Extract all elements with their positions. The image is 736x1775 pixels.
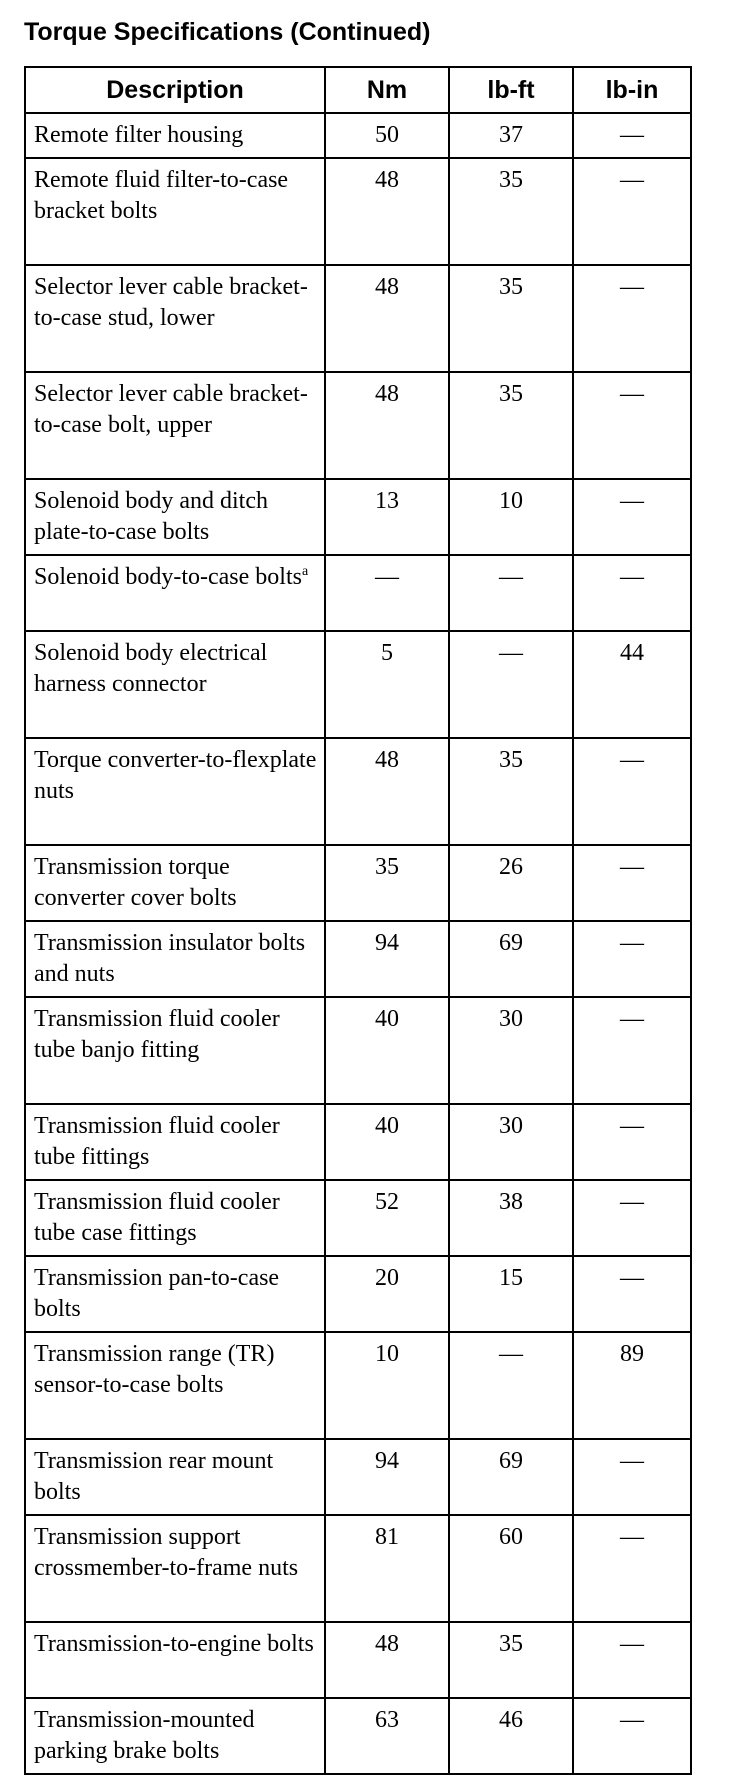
lb-in-cell: —: [573, 1698, 691, 1774]
lb-in-cell: —: [573, 738, 691, 845]
nm-cell: 81: [325, 1515, 449, 1622]
description-cell: [25, 158, 325, 265]
description-text: Transmission fluid cooler tube fittings: [34, 1113, 280, 1170]
description-cell: [25, 1104, 325, 1180]
table-row: [25, 1256, 691, 1332]
lb-in-cell: —: [573, 1256, 691, 1332]
nm-cell: 63: [325, 1698, 449, 1774]
lb-ft-cell: 26: [449, 845, 573, 921]
lb-in-cell: —: [573, 479, 691, 555]
description-cell: [25, 921, 325, 997]
lb-in-cell: —: [573, 1104, 691, 1180]
description-text: Solenoid body and ditch plate-to-case bolts: [34, 488, 268, 545]
table-row: [25, 845, 691, 921]
lb-in-cell: —: [573, 845, 691, 921]
lb-ft-cell: 30: [449, 1104, 573, 1180]
nm-cell: 5: [325, 631, 449, 738]
nm-cell: 10: [325, 1332, 449, 1439]
nm-cell: 20: [325, 1256, 449, 1332]
description-text: Transmission pan-to-case bolts: [34, 1265, 280, 1322]
lb-ft-cell: 46: [449, 1698, 573, 1774]
column-header-description: Description: [25, 67, 325, 113]
table-row: [25, 1698, 691, 1774]
nm-cell: —: [325, 555, 449, 631]
column-header-nm: Nm: [325, 67, 449, 113]
lb-in-cell: —: [573, 555, 691, 631]
nm-cell: 94: [325, 1439, 449, 1515]
table-row: [25, 1180, 691, 1256]
table-row: [25, 479, 691, 555]
description-text: Selector lever cable bracket-to-case stud, lower: [34, 274, 308, 331]
lb-in-cell: 44: [573, 631, 691, 738]
lb-in-cell: —: [573, 1622, 691, 1698]
page-title: Torque Specifications (Continued): [24, 18, 431, 46]
description-text: Transmission support crossmember-to-frame nuts: [34, 1524, 299, 1581]
table-row: [25, 631, 691, 738]
description-cell: [25, 1515, 325, 1622]
lb-in-cell: —: [573, 1439, 691, 1515]
nm-cell: 13: [325, 479, 449, 555]
lb-in-cell: —: [573, 158, 691, 265]
description-cell: [25, 113, 325, 158]
description-cell: [25, 1622, 325, 1698]
nm-cell: 48: [325, 372, 449, 479]
column-header-lb-in: lb-in: [573, 67, 691, 113]
footnote-marker: a: [301, 564, 309, 579]
lb-ft-cell: 37: [449, 113, 573, 158]
description-cell: [25, 1698, 325, 1774]
nm-cell: 48: [325, 158, 449, 265]
description-cell: [25, 631, 325, 738]
nm-cell: 48: [325, 1622, 449, 1698]
lb-in-cell: —: [573, 1180, 691, 1256]
lb-ft-cell: 10: [449, 479, 573, 555]
description-cell: [25, 997, 325, 1104]
table-row: [25, 997, 691, 1104]
description-text: Transmission fluid cooler tube case fittings: [34, 1189, 280, 1246]
nm-cell: 52: [325, 1180, 449, 1256]
nm-cell: 48: [325, 738, 449, 845]
lb-in-cell: —: [573, 265, 691, 372]
description-cell: [25, 1332, 325, 1439]
lb-in-cell: 89: [573, 1332, 691, 1439]
lb-ft-cell: 69: [449, 1439, 573, 1515]
lb-ft-cell: 35: [449, 372, 573, 479]
lb-ft-cell: 35: [449, 265, 573, 372]
description-cell: [25, 479, 325, 555]
description-text: Solenoid body-to-case bolts: [34, 564, 302, 590]
lb-ft-cell: 30: [449, 997, 573, 1104]
lb-ft-cell: —: [449, 1332, 573, 1439]
lb-ft-cell: —: [449, 631, 573, 738]
description-cell: [25, 1256, 325, 1332]
table-row: [25, 1332, 691, 1439]
description-text: Transmission-to-engine bolts: [34, 1631, 314, 1657]
table-row: [25, 1439, 691, 1515]
lb-ft-cell: 38: [449, 1180, 573, 1256]
lb-ft-cell: 69: [449, 921, 573, 997]
nm-cell: 48: [325, 265, 449, 372]
description-text: Transmission fluid cooler tube banjo fitting: [34, 1006, 280, 1063]
nm-cell: 40: [325, 1104, 449, 1180]
table-row: [25, 1515, 691, 1622]
lb-in-cell: —: [573, 997, 691, 1104]
lb-ft-cell: 35: [449, 738, 573, 845]
description-text: Solenoid body electrical harness connector: [34, 640, 268, 697]
lb-in-cell: —: [573, 113, 691, 158]
description-text: Transmission-mounted parking brake bolts: [34, 1707, 255, 1764]
description-cell: [25, 738, 325, 845]
torque-spec-table: [24, 66, 692, 1775]
lb-ft-cell: 35: [449, 1622, 573, 1698]
nm-cell: 35: [325, 845, 449, 921]
description-cell: [25, 845, 325, 921]
table-row: [25, 158, 691, 265]
lb-in-cell: —: [573, 372, 691, 479]
table-header-row: [25, 67, 691, 113]
table-row: [25, 1622, 691, 1698]
description-cell: [25, 1439, 325, 1515]
table-row: [25, 555, 691, 631]
description-text: Transmission insulator bolts and nuts: [34, 930, 306, 987]
table-row: [25, 265, 691, 372]
description-text: Transmission range (TR) sensor-to-case bolts: [34, 1341, 275, 1398]
lb-ft-cell: 15: [449, 1256, 573, 1332]
table-row: [25, 372, 691, 479]
description-text: Torque converter-to-flexplate nuts: [34, 747, 317, 804]
description-text: Transmission rear mount bolts: [34, 1448, 274, 1505]
description-text: Transmission torque converter cover bolts: [34, 854, 237, 911]
description-text: Remote fluid filter-to-case bracket bolts: [34, 167, 289, 224]
description-cell: [25, 1180, 325, 1256]
lb-ft-cell: 35: [449, 158, 573, 265]
description-cell: [25, 555, 325, 631]
lb-ft-cell: —: [449, 555, 573, 631]
lb-in-cell: —: [573, 1515, 691, 1622]
nm-cell: 40: [325, 997, 449, 1104]
lb-ft-cell: 60: [449, 1515, 573, 1622]
column-header-lb-ft: lb-ft: [449, 67, 573, 113]
lb-in-cell: —: [573, 921, 691, 997]
table-row: [25, 1104, 691, 1180]
nm-cell: 50: [325, 113, 449, 158]
description-cell: [25, 372, 325, 479]
table-row: [25, 738, 691, 845]
nm-cell: 94: [325, 921, 449, 997]
table-row: [25, 921, 691, 997]
table-row: [25, 113, 691, 158]
description-cell: [25, 265, 325, 372]
description-text: Selector lever cable bracket-to-case bolt, upper: [34, 381, 308, 438]
description-text: Remote filter housing: [34, 122, 244, 148]
